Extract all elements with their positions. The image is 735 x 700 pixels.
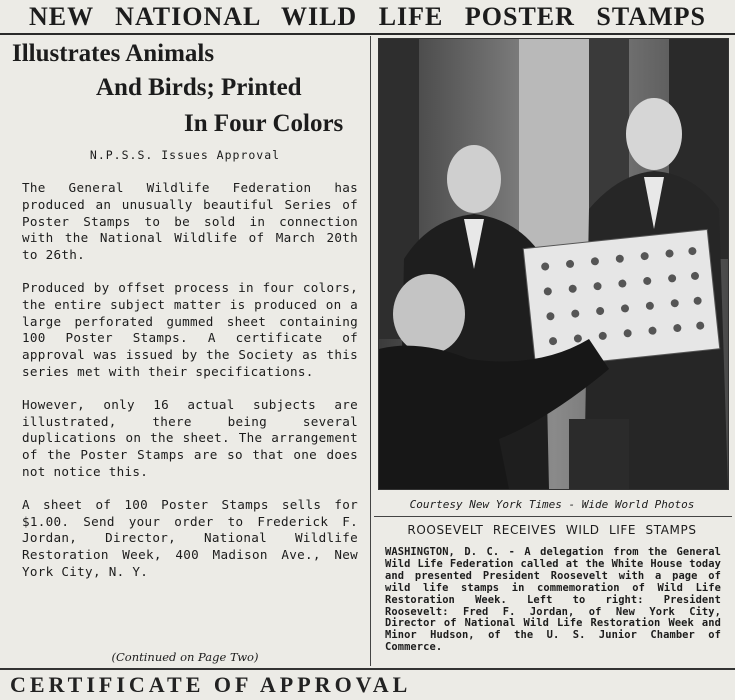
caption-rule	[374, 516, 732, 517]
news-photo	[378, 38, 729, 490]
photo-illustration	[379, 39, 728, 489]
subhead-line-2: And Birds; Printed	[96, 74, 302, 101]
kicker: N.P.S.S. Issues Approval	[89, 148, 281, 162]
caption-headline: ROOSEVELT RECEIVES WILD LIFE STAMPS	[407, 523, 697, 537]
continued-note: (Continued on Page Two)	[111, 650, 259, 664]
photo-credit: Courtesy New York Times - Wide World Photos	[409, 498, 695, 511]
article-body	[22, 180, 358, 597]
headline-rule	[0, 33, 735, 35]
paragraph: Produced by offset process in four colors, the entire subject matter is produced on a large perforated gummed sheet containing 100 Poster Stamps. A certificate of approval was issued by the Society as this series met with their specifications.	[22, 279, 358, 379]
paragraph: However, only 16 actual subjects are illustrated, there being several duplications on the sheet. The arrangement of the Poster Stamps are so that one does not notice this.	[22, 396, 358, 479]
caption-body: WASHINGTON, D. C. - A delegation from the General Wild Life Federation called at the White House today and presented President Roosevelt with a page of wild life stamps in commemoration of Wild Life Restoration Week. Left to right: President Roosevelt: Fred F. Jordan, of New York City, Director of National Wild Life Restoration Week and Minor Hudson, of the U. S. Junior Chamber of Commerce.	[385, 546, 721, 654]
main-headline: NEW NATIONAL WILD LIFE POSTER STAMPS	[29, 2, 706, 31]
bottom-strip-headline: CERTIFICATE OF APPROVAL	[10, 672, 412, 697]
paragraph: The General Wildlife Federation has produced an unusually beautiful Series of Poster Stamps to be sold in connection with the National Wildlife of March 20th to 26th.	[22, 180, 358, 263]
subhead-line-1: Illustrates Animals	[12, 40, 215, 67]
subhead-line-3: In Four Colors	[184, 110, 344, 137]
column-separator	[370, 36, 371, 666]
paragraph: A sheet of 100 Poster Stamps sells for $1.00. Send your order to Frederick F. Jordan, Director, National Wildlife Restoration Week, 400 Madison Ave., New York City, N. Y.	[22, 496, 358, 579]
